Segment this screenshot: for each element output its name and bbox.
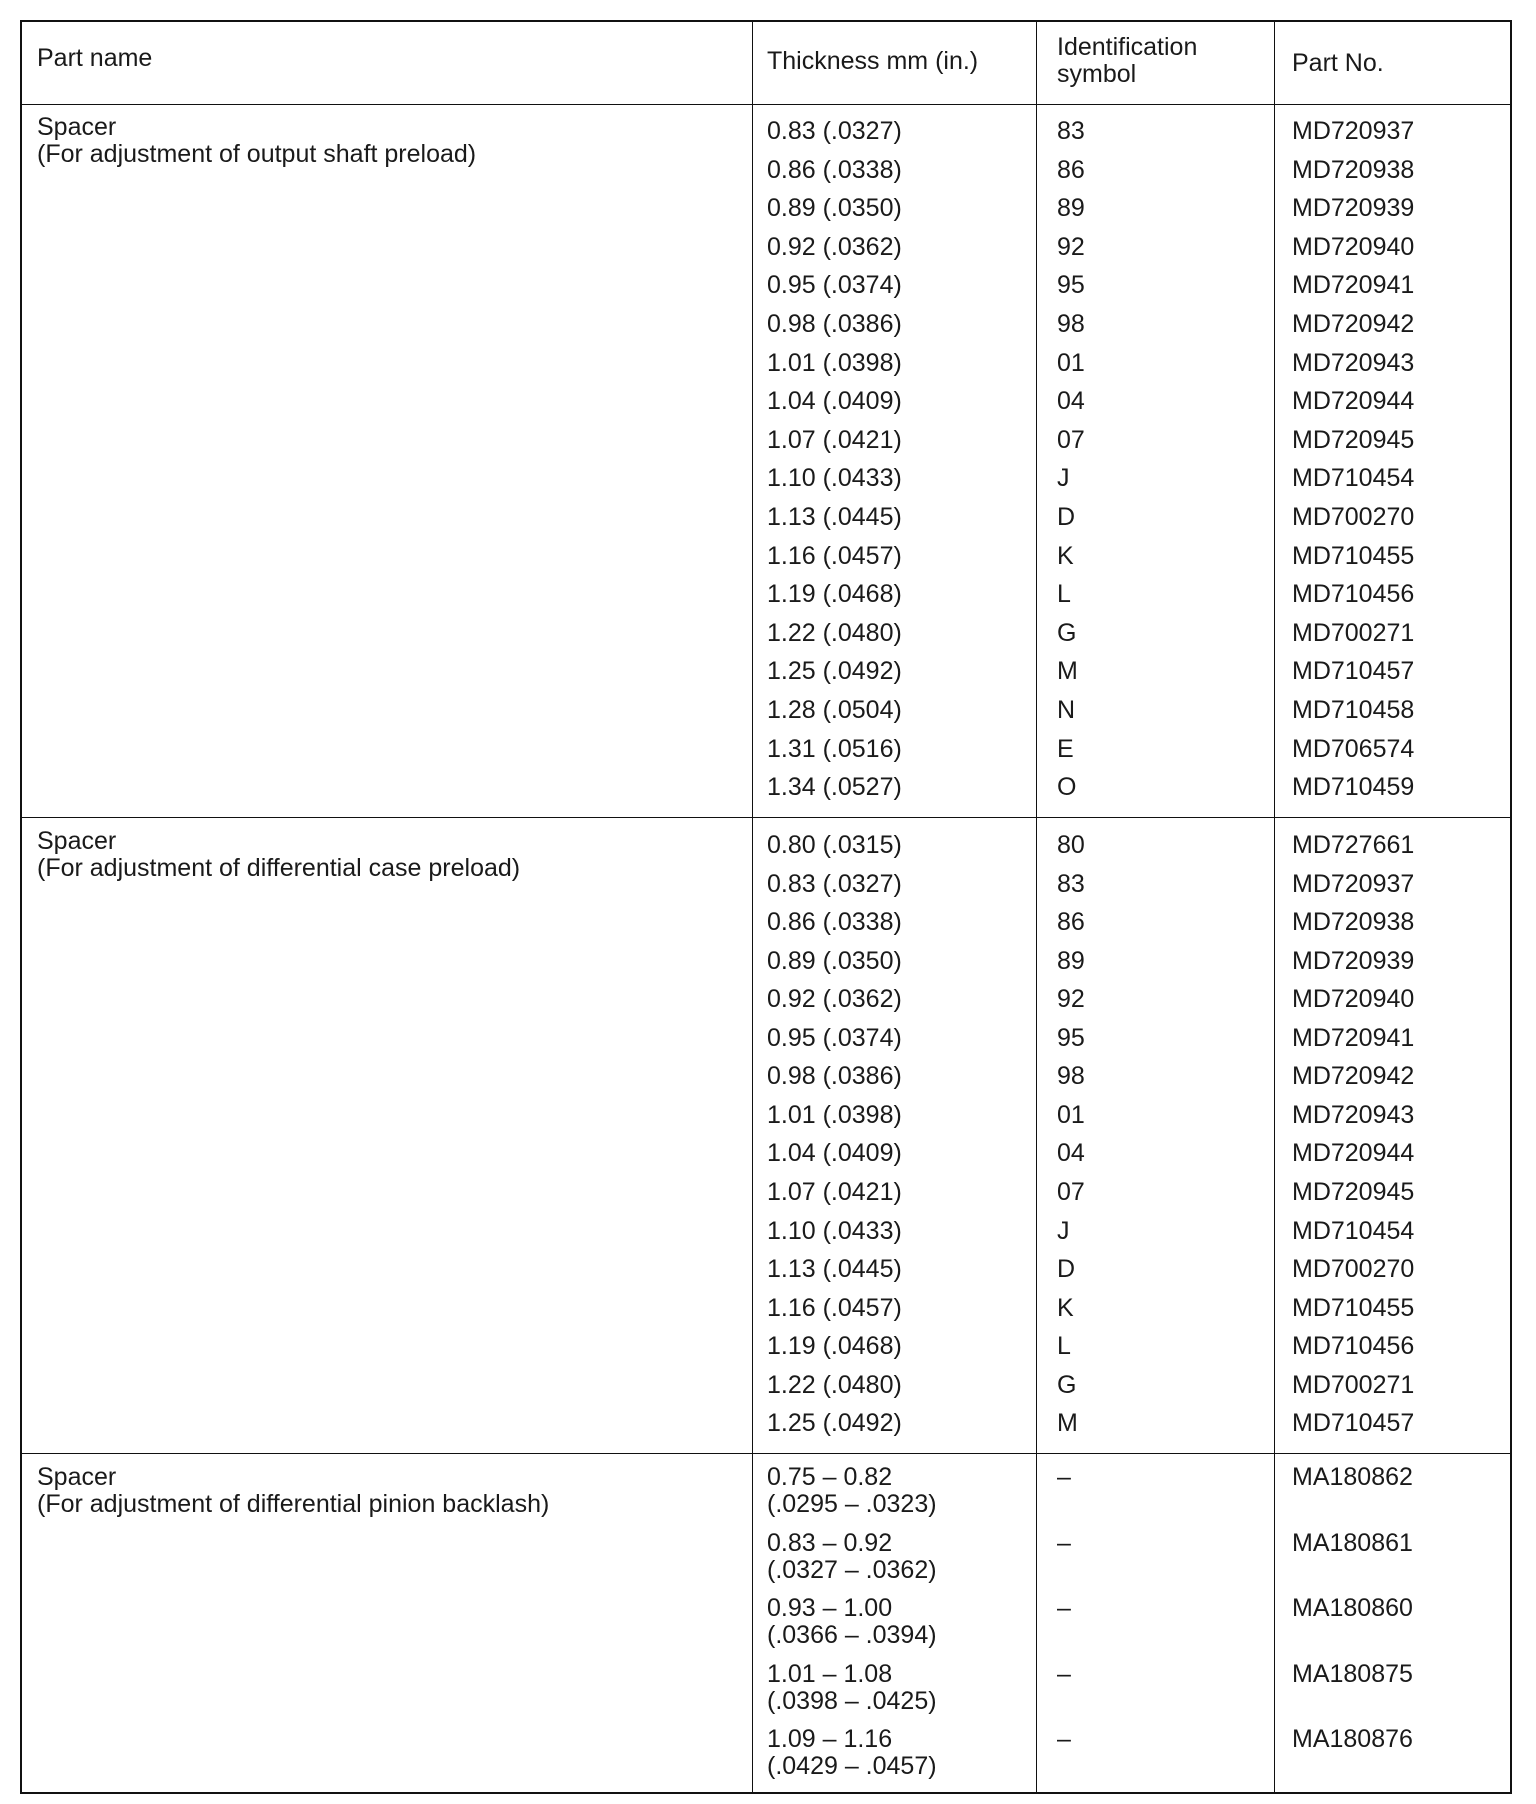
thickness-cell: 0.92 (.0362) xyxy=(767,233,902,261)
thickness-cell: 1.07 (.0421) xyxy=(767,1178,902,1206)
symbol-cell: J xyxy=(1057,1217,1070,1245)
symbol-cell: – xyxy=(1057,1463,1071,1491)
thickness-cell: 0.98 (.0386) xyxy=(767,1062,902,1090)
part-no-cell: MD720940 xyxy=(1292,233,1415,261)
thickness-cell: 0.95 (.0374) xyxy=(767,271,902,299)
symbol-cell: 92 xyxy=(1057,233,1085,261)
part-no-cell: MD710454 xyxy=(1292,1217,1415,1245)
thickness-cell: 1.19 (.0468) xyxy=(767,580,902,608)
symbol-cell: 07 xyxy=(1057,1178,1085,1206)
part-no-cell: MA180861 xyxy=(1292,1529,1413,1557)
thickness-cell: 1.34 (.0527) xyxy=(767,773,902,801)
column-divider xyxy=(1274,22,1275,1792)
symbol-cell: 89 xyxy=(1057,194,1085,222)
thickness-cell: 1.28 (.0504) xyxy=(767,696,902,724)
symbol-cell: 01 xyxy=(1057,349,1085,377)
symbol-cell: 86 xyxy=(1057,908,1085,936)
symbol-cell: 95 xyxy=(1057,1024,1085,1052)
thickness-cell: 0.86 (.0338) xyxy=(767,908,902,936)
symbol-cell: – xyxy=(1057,1725,1071,1753)
part-no-cell: MD720939 xyxy=(1292,194,1415,222)
symbol-cell: 07 xyxy=(1057,426,1085,454)
part-no-cell: MA180875 xyxy=(1292,1660,1413,1688)
section-part-name: Spacer xyxy=(37,827,117,855)
symbol-cell: 83 xyxy=(1057,870,1085,898)
part-no-cell: MD710457 xyxy=(1292,1409,1415,1437)
symbol-cell: 80 xyxy=(1057,831,1085,859)
part-no-cell: MD720943 xyxy=(1292,349,1415,377)
thickness-cell: 1.10 (.0433) xyxy=(767,464,902,492)
thickness-cell: 1.25 (.0492) xyxy=(767,1409,902,1437)
part-no-cell: MD700270 xyxy=(1292,503,1415,531)
symbol-cell: 98 xyxy=(1057,310,1085,338)
part-no-cell: MD720944 xyxy=(1292,1139,1415,1167)
header-part-name: Part name xyxy=(37,44,153,72)
column-divider xyxy=(1036,22,1037,1792)
thickness-cell: 0.75 – 0.82 (.0295 – .0323) xyxy=(767,1463,937,1518)
thickness-cell: 1.25 (.0492) xyxy=(767,657,902,685)
thickness-cell: 1.13 (.0445) xyxy=(767,1255,902,1283)
symbol-cell: 83 xyxy=(1057,117,1085,145)
thickness-cell: 1.04 (.0409) xyxy=(767,1139,902,1167)
part-no-cell: MD720945 xyxy=(1292,426,1415,454)
thickness-cell: 1.04 (.0409) xyxy=(767,387,902,415)
part-no-cell: MD720943 xyxy=(1292,1101,1415,1129)
thickness-cell: 1.07 (.0421) xyxy=(767,426,902,454)
thickness-cell: 0.86 (.0338) xyxy=(767,156,902,184)
thickness-cell: 1.19 (.0468) xyxy=(767,1332,902,1360)
symbol-cell: N xyxy=(1057,696,1076,724)
thickness-cell: 0.89 (.0350) xyxy=(767,947,902,975)
thickness-cell: 1.16 (.0457) xyxy=(767,1294,902,1322)
thickness-cell: 1.31 (.0516) xyxy=(767,735,902,763)
part-no-cell: MD720937 xyxy=(1292,870,1415,898)
symbol-cell: E xyxy=(1057,735,1074,763)
symbol-cell: – xyxy=(1057,1529,1071,1557)
part-no-cell: MD720941 xyxy=(1292,271,1415,299)
part-no-cell: MD727661 xyxy=(1292,831,1415,859)
thickness-cell: 0.95 (.0374) xyxy=(767,1024,902,1052)
symbol-cell: 04 xyxy=(1057,387,1085,415)
part-no-cell: MD720941 xyxy=(1292,1024,1415,1052)
symbol-cell: D xyxy=(1057,1255,1076,1283)
part-no-cell: MD720937 xyxy=(1292,117,1415,145)
section-part-name: Spacer xyxy=(37,1463,117,1491)
part-no-cell: MD710456 xyxy=(1292,1332,1415,1360)
thickness-cell: 1.22 (.0480) xyxy=(767,619,902,647)
symbol-cell: L xyxy=(1057,580,1071,608)
section-description: (For adjustment of differential case preload) xyxy=(37,854,521,882)
symbol-cell: M xyxy=(1057,657,1078,685)
section-part-name: Spacer xyxy=(37,113,117,141)
symbol-cell: 01 xyxy=(1057,1101,1085,1129)
thickness-cell: 0.98 (.0386) xyxy=(767,310,902,338)
symbol-cell: 98 xyxy=(1057,1062,1085,1090)
thickness-cell: 0.83 (.0327) xyxy=(767,117,902,145)
symbol-cell: O xyxy=(1057,773,1077,801)
header-thickness: Thickness mm (in.) xyxy=(767,47,979,75)
thickness-cell: 0.83 – 0.92 (.0327 – .0362) xyxy=(767,1529,937,1584)
symbol-cell: 04 xyxy=(1057,1139,1085,1167)
row-divider xyxy=(22,104,1510,105)
header-part-no: Part No. xyxy=(1292,49,1384,77)
section-description: (For adjustment of differential pinion backlash) xyxy=(37,1490,550,1518)
symbol-cell: L xyxy=(1057,1332,1071,1360)
thickness-cell: 1.01 (.0398) xyxy=(767,349,902,377)
part-no-cell: MA180876 xyxy=(1292,1725,1413,1753)
symbol-cell: K xyxy=(1057,542,1074,570)
section-description: (For adjustment of output shaft preload) xyxy=(37,140,477,168)
part-no-cell: MD720938 xyxy=(1292,156,1415,184)
thickness-cell: 0.92 (.0362) xyxy=(767,985,902,1013)
part-no-cell: MD710455 xyxy=(1292,542,1415,570)
row-divider xyxy=(22,817,1510,818)
part-no-cell: MD720945 xyxy=(1292,1178,1415,1206)
symbol-cell: 89 xyxy=(1057,947,1085,975)
symbol-cell: M xyxy=(1057,1409,1078,1437)
symbol-cell: K xyxy=(1057,1294,1074,1322)
part-no-cell: MD710454 xyxy=(1292,464,1415,492)
part-no-cell: MD720940 xyxy=(1292,985,1415,1013)
symbol-cell: G xyxy=(1057,619,1077,647)
part-no-cell: MD710455 xyxy=(1292,1294,1415,1322)
part-no-cell: MA180862 xyxy=(1292,1463,1413,1491)
part-no-cell: MD700270 xyxy=(1292,1255,1415,1283)
part-no-cell: MD706574 xyxy=(1292,735,1415,763)
thickness-cell: 1.13 (.0445) xyxy=(767,503,902,531)
thickness-cell: 1.22 (.0480) xyxy=(767,1371,902,1399)
thickness-cell: 0.93 – 1.00 (.0366 – .0394) xyxy=(767,1594,937,1649)
symbol-cell: – xyxy=(1057,1594,1071,1622)
thickness-cell: 0.89 (.0350) xyxy=(767,194,902,222)
part-no-cell: MD720938 xyxy=(1292,908,1415,936)
thickness-cell: 0.80 (.0315) xyxy=(767,831,902,859)
thickness-cell: 0.83 (.0327) xyxy=(767,870,902,898)
symbol-cell: J xyxy=(1057,464,1070,492)
thickness-cell: 1.09 – 1.16 (.0429 – .0457) xyxy=(767,1725,937,1780)
symbol-cell: – xyxy=(1057,1660,1071,1688)
symbol-cell: 86 xyxy=(1057,156,1085,184)
symbol-cell: 92 xyxy=(1057,985,1085,1013)
part-no-cell: MD720944 xyxy=(1292,387,1415,415)
part-no-cell: MD720942 xyxy=(1292,310,1415,338)
thickness-cell: 1.16 (.0457) xyxy=(767,542,902,570)
part-no-cell: MA180860 xyxy=(1292,1594,1413,1622)
part-no-cell: MD710459 xyxy=(1292,773,1415,801)
part-no-cell: MD710458 xyxy=(1292,696,1415,724)
header-identification-symbol: Identification symbol xyxy=(1057,33,1198,88)
part-no-cell: MD700271 xyxy=(1292,1371,1415,1399)
symbol-cell: 95 xyxy=(1057,271,1085,299)
column-divider xyxy=(752,22,753,1792)
symbol-cell: D xyxy=(1057,503,1076,531)
symbol-cell: G xyxy=(1057,1371,1077,1399)
thickness-cell: 1.10 (.0433) xyxy=(767,1217,902,1245)
part-no-cell: MD720939 xyxy=(1292,947,1415,975)
part-no-cell: MD700271 xyxy=(1292,619,1415,647)
row-divider xyxy=(22,1453,1510,1454)
thickness-cell: 1.01 – 1.08 (.0398 – .0425) xyxy=(767,1660,937,1715)
part-no-cell: MD710456 xyxy=(1292,580,1415,608)
thickness-cell: 1.01 (.0398) xyxy=(767,1101,902,1129)
part-no-cell: MD720942 xyxy=(1292,1062,1415,1090)
part-no-cell: MD710457 xyxy=(1292,657,1415,685)
spacer-table xyxy=(20,20,1512,1794)
